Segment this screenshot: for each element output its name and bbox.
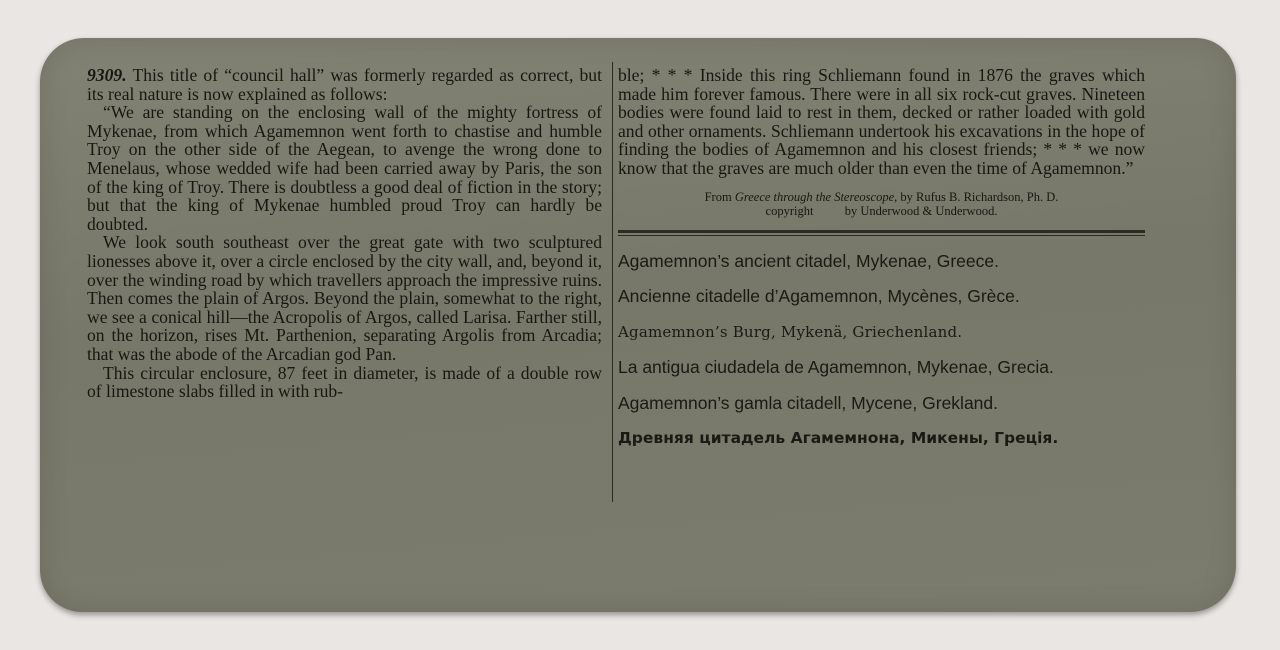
- description-text-left: [87, 66, 602, 401]
- paragraph-intro-text: This title of “council hall” was formerly regarded as correct, but its real nature is now explained as follows:: [87, 65, 602, 104]
- paragraph-intro: [87, 66, 602, 103]
- title-swedish: Agamemnon’s gamla citadell, Mycene, Grekland.: [618, 392, 999, 413]
- title-german: Agamemnon’s Burg, Mykenä, Griechenland.: [618, 322, 963, 341]
- credit-author: by Rufus B. Richardson, Ph. D.: [897, 189, 1059, 204]
- column-divider: [612, 62, 613, 502]
- paragraph-quote-1: “We are standing on the enclosing wall of the mighty fortress of Mykenae, from which Agamemnon went forth to chastise and humble Troy on the other side of the Aegean, to avenge the wrong done to Menelaus, whose wedded wife had been carried away by Paris, the son of the king of Troy. There is doubtless a good deal of fiction in the story; but that the king of Mykenae humbled proud Troy can hardly be doubted.: [87, 102, 602, 234]
- description-text-right: [618, 66, 1145, 457]
- double-rule-bottom: [618, 235, 1145, 236]
- title-russian: Древняя цитадель Агамемнона, Микены, Грецiя.: [618, 429, 1059, 448]
- credit-publisher: by Underwood & Underwood.: [844, 203, 998, 218]
- credit-copyright: copyright: [765, 203, 814, 218]
- title-french: Ancienne citadelle d’Agamemnon, Mycènes, Grèce.: [618, 286, 1020, 307]
- source-credit: [618, 190, 1145, 218]
- title-spanish: La antigua ciudadela de Agamemnon, Mykenae, Grecia.: [618, 357, 1054, 378]
- card-number: 9309.: [87, 65, 127, 85]
- paragraph-quote-3: This circular enclosure, 87 feet in diameter, is made of a double row of limestone slabs filled in with rub-: [87, 362, 602, 402]
- credit-prefix: From: [704, 189, 735, 204]
- credit-book-title: Greece through the Stereoscope,: [734, 189, 898, 204]
- paragraph-continuation: ble; * * * Inside this ring Schliemann found in 1876 the graves which made him forever famous. There were in all six rock-cut graves. Nineteen bodies were found laid to rest in them, decked or rather loaded with gold and other ornaments. Schliemann undertook his excavations in the hope of finding the bodies of Agamemnon and his closest friends; * * * we now know that the graves are much older than even the time of Agamemnon.”: [618, 65, 1145, 178]
- multilingual-titles: [618, 244, 1145, 457]
- title-english: Agamemnon’s ancient citadel, Mykenae, Greece.: [618, 250, 999, 271]
- paragraph-quote-2: We look south southeast over the great gate with two sculptured lionesses above it, over a circle enclosed by the city wall, and, beyond it, over the winding road by which travellers approach the impressive ruins. Then comes the plain of Argos. Beyond the plain, somewhat to the right, we see a conical hill—the Acropolis of Argos, called Larisa. Farther still, on the horizon, rises Mt. Parthenion, separating Argolis from Arcadia; that was the abode of the Arcadian god Pan.: [87, 232, 602, 364]
- double-rule-top: [618, 230, 1145, 233]
